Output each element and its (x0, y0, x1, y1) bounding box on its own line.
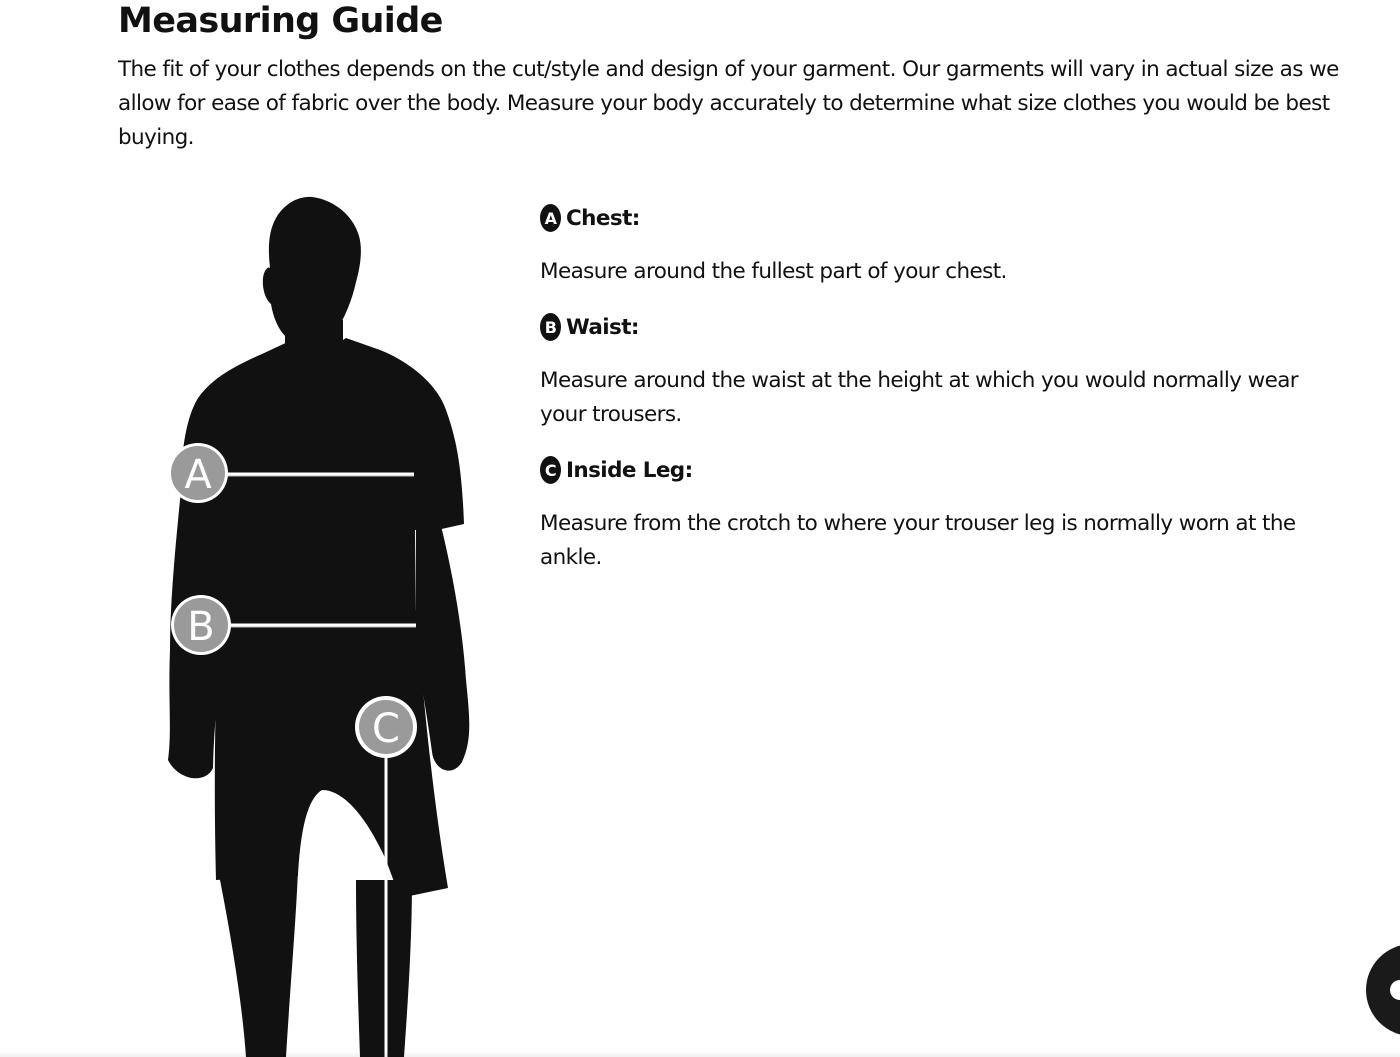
marker-b (171, 595, 231, 655)
chat-launcher-button[interactable] (1366, 944, 1400, 1036)
marker-b-letter: B (187, 604, 215, 650)
letter-c-icon: C (540, 456, 561, 484)
body-silhouette-icon (140, 190, 500, 1057)
marker-c-letter: C (372, 706, 400, 752)
body-figure (140, 190, 500, 1057)
measurement-heading (540, 450, 1310, 490)
measurement-heading (540, 307, 1310, 347)
measurement-chest (540, 198, 1310, 289)
measurement-label: Inside Leg: (566, 457, 693, 483)
marker-a (168, 443, 228, 503)
measurement-label: Chest: (566, 205, 640, 231)
chat-icon (1390, 980, 1400, 1000)
measurement-list (540, 198, 1310, 593)
measurement-waist (540, 307, 1310, 432)
measurement-description: Measure from the crotch to where your trouser leg is normally worn at the ankle. (540, 511, 1296, 570)
marker-c (355, 696, 417, 758)
measurement-description: Measure around the waist at the height at which you would normally wear your trousers. (540, 368, 1299, 427)
measurement-heading (540, 198, 1310, 238)
measurement-description: Measure around the fullest part of your chest. (540, 259, 1007, 284)
measurement-label: Waist: (566, 314, 639, 340)
page-bottom-edge (0, 1051, 1400, 1057)
measurement-inside-leg (540, 450, 1310, 575)
intro-paragraph: The fit of your clothes depends on the cut/style and design of your garment. Our garments will vary in actual size as we allow for ease of fabric over the body. Measure your body accurately to determine what size clothes you would be best buying. (118, 57, 1339, 150)
page-title: Measuring Guide (118, 1, 443, 41)
letter-a-icon: A (540, 204, 561, 232)
letter-b-icon: B (540, 313, 561, 341)
marker-a-letter: A (184, 452, 212, 498)
